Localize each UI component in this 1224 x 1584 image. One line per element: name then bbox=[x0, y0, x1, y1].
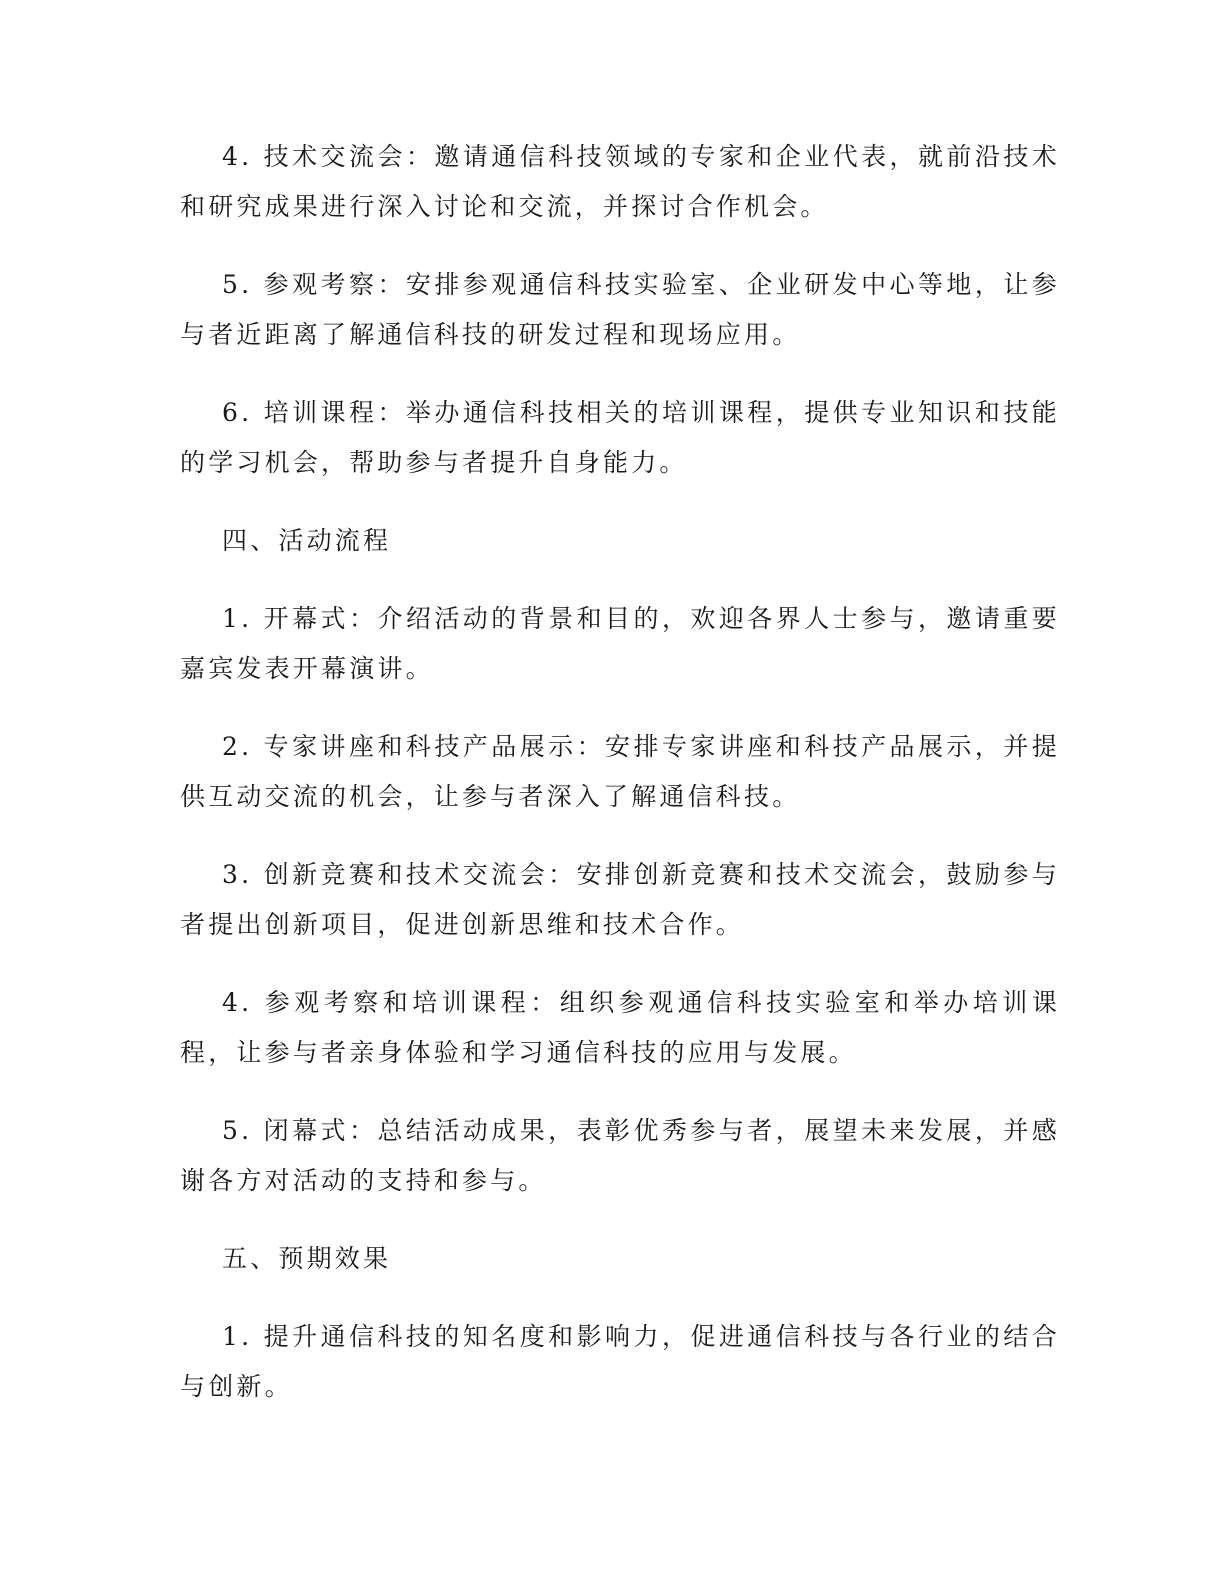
paragraph-expert-lectures: 2. 专家讲座和科技产品展示：安排专家讲座和科技产品展示，并提供互动交流的机会，让参与者深入了解通信科技。 bbox=[180, 732, 1060, 811]
paragraph-effect-1: 1. 提升通信科技的知名度和影响力，促进通信科技与各行业的结合与创新。 bbox=[180, 1322, 1060, 1401]
paragraph-innovation-competition: 3. 创新竞赛和技术交流会：安排创新竞赛和技术交流会，鼓励参与者提出创新项目，促进创新思维和技术合作。 bbox=[180, 860, 1060, 939]
paragraph-closing-ceremony: 5. 闭幕式：总结活动成果，表彰优秀参与者，展望未来发展，并感谢各方对活动的支持和参与。 bbox=[180, 1116, 1060, 1195]
section-heading-expected-effects: 五、预期效果 bbox=[222, 1244, 392, 1273]
paragraph-technical-exchange: 4. 技术交流会：邀请通信科技领域的专家和企业代表，就前沿技术和研究成果进行深入讨论和交流，并探讨合作机会。 bbox=[180, 142, 1060, 221]
section-heading-activity-process: 四、活动流程 bbox=[222, 526, 392, 555]
paragraph-site-visit: 5. 参观考察：安排参观通信科技实验室、企业研发中心等地，让参与者近距离了解通信科技的研发过程和现场应用。 bbox=[180, 270, 1060, 349]
paragraph-opening-ceremony: 1. 开幕式：介绍活动的背景和目的，欢迎各界人士参与，邀请重要嘉宾发表开幕演讲。 bbox=[180, 604, 1060, 683]
paragraph-training-course: 6. 培训课程：举办通信科技相关的培训课程，提供专业知识和技能的学习机会，帮助参与者提升自身能力。 bbox=[180, 398, 1060, 477]
paragraph-visit-and-training: 4. 参观考察和培训课程：组织参观通信科技实验室和举办培训课程，让参与者亲身体验和学习通信科技的应用与发展。 bbox=[180, 988, 1060, 1067]
document-page bbox=[180, 132, 1060, 1440]
